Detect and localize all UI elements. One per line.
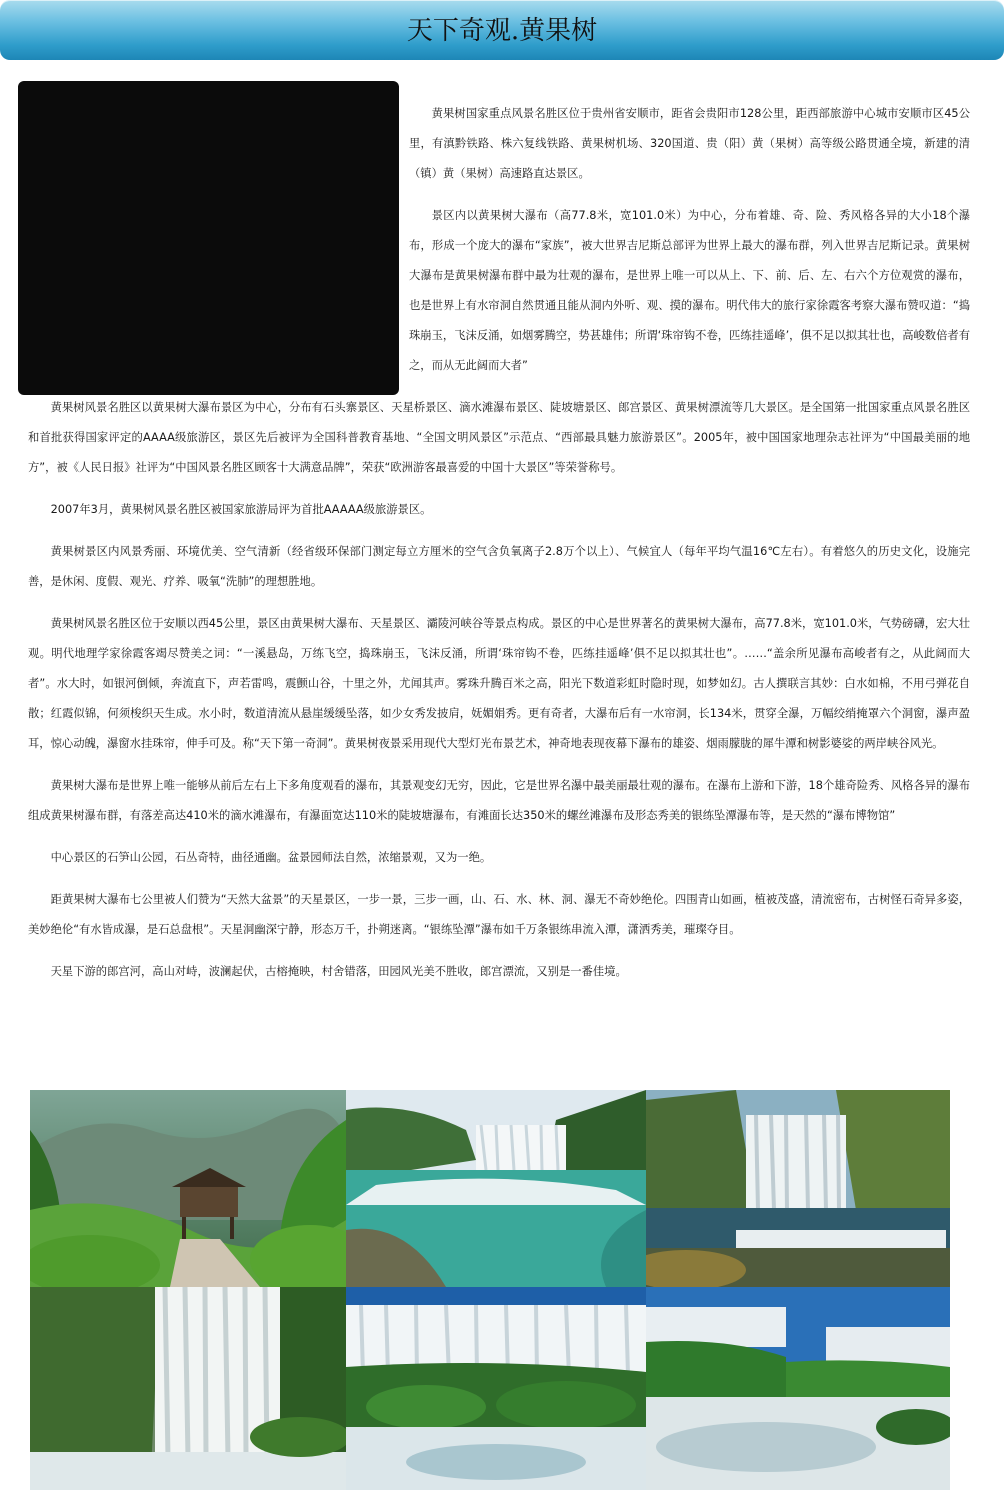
paragraph: 景区内以黄果树大瀑布（高77.8米，宽101.0米）为中心，分布着雄、奇、险、秀风格各异的大小18个瀑布，形成一个庞大的瀑布“家族”，被大世界吉尼斯总部评为世界上最大的瀑布群，列入世界吉尼斯记录。黄果树大瀑布是黄果树瀑布群中最为壮观的瀑布，是世界上唯一可以从上、下、前、后、左、右六个方位观赏的瀑布，也是世界上有水帘洞自然贯通且能从洞内外听、观、摸的瀑布。明代伟大的旅行家徐霞客考察大瀑布赞叹道：“捣珠崩玉，飞沫反涌，如烟雾腾空，势甚雄伟；所谓‘珠帘钩不卷，匹练挂遥峰’，俱不足以拟其壮也，高峻数倍者有之，而从无此阔而大者” xyxy=(409,209,970,372)
paragraph: 天星下游的郎宫河，高山对峙，波澜起伏，古榕掩映，村舍错落，田园风光美不胜收，郎宫漂流，又别是一番佳境。 xyxy=(50,965,627,978)
paragraph: 黄果树国家重点风景名胜区位于贵州省安顺市，距省会贵阳市128公里，距西部旅游中心城市安顺市区45公里，有滇黔铁路、株六复线铁路、黄果树机场、320国道、贵（阳）黄（果树）高等级公路贯通全境，新建的清（镇）黄（果树）高速路直达景区。 xyxy=(409,107,970,180)
media-spacer xyxy=(28,99,409,392)
photo-gallery xyxy=(30,1090,950,1490)
photo-stilt-house xyxy=(30,1090,346,1287)
photo-tall-falls xyxy=(30,1287,346,1490)
paragraph: 黄果树风景名胜区以黄果树大瀑布景区为中心，分布有石头寨景区、天星桥景区、滴水滩瀑布景区、陡坡塘景区、郎宫景区、黄果树漂流等几大景区。是全国第一批国家重点风景名胜区和首批获得国家评定的AAAA级旅游区，景区先后被评为全国科普教育基地、“全国文明风景区”示范点、“西部最具魅力旅游景区”。2005年，被中国国家地理杂志社评为“中国最美丽的地方”，被《人民日报》社评为“中国风景名胜区顾客十大满意品牌”，荣获“欧洲游客最喜爱的中国十大景区”等荣誉称号。 xyxy=(28,401,970,474)
paragraph: 黄果树景区内风景秀丽、环境优美、空气清新（经省级环保部门测定每立方厘米的空气含负氧离子2.8万个以上）、气候宜人（每年平均气温16℃左右）。有着悠久的历史文化，设施完善，是休闲、度假、观光、疗养、吸氧“洗肺”的理想胜地。 xyxy=(28,545,970,588)
paragraph: 2007年3月，黄果树风景名胜区被国家旅游局评为首批AAAAA级旅游景区。 xyxy=(50,503,432,516)
photo-wide-falls xyxy=(346,1287,646,1490)
article-body xyxy=(28,99,970,999)
photo-river-rapids xyxy=(646,1287,950,1490)
paragraph: 中心景区的石笋山公园，石丛奇特，曲径通幽。盆景园师法自然，浓缩景观，又为一绝。 xyxy=(50,851,492,864)
paragraph: 黄果树风景名胜区位于安顺以西45公里，景区由黄果树大瀑布、天星景区、灞陵河峡谷等景点构成。景区的中心是世界著名的黄果树大瀑布，高77.8米，宽101.0米，气势磅礴，宏大壮观。明代地理学家徐霞客竭尽赞美之词：“一溪悬岛，万练飞空，捣珠崩玉，飞沫反涌，所谓‘珠帘钩不卷，匹练挂遥峰’俱不足以拟其壮也”。……“盖余所见瀑布高峻者有之，从此阔而大者”。水大时，如银河倒倾，奔流直下，声若雷鸣，震颤山谷，十里之外，尤闻其声。雾珠升腾百米之高，阳光下数道彩虹时隐时现，如梦如幻。古人撰联言其妙：白水如棉，不用弓弹花自散；红霞似锦，何须梭织天生成。水小时，数道清流从悬崖缓缓坠落，如少女秀发披肩，妩媚娟秀。更有奇者，大瀑布后有一水帘洞，长134米，贯穿全瀑，万幅绞绡掩罩六个洞窗，瀑声盈耳，惊心动魄，瀑窗水挂珠帘，伸手可及。称“天下第一奇洞”。黄果树夜景采用现代大型灯光布景艺术，神奇地表现夜幕下瀑布的雄姿、烟雨朦胧的犀牛潭和树影婆娑的两岸峡谷风光。 xyxy=(28,617,970,750)
photo-cascade-pool xyxy=(346,1090,646,1287)
paragraph: 黄果树大瀑布是世界上唯一能够从前后左右上下多角度观看的瀑布，其景观变幻无穷，因此，它是世界名瀑中最美丽最壮观的瀑布。在瀑布上游和下游，18个雄奇险秀、风格各异的瀑布组成黄果树瀑布群，有落差高达410米的滴水滩瀑布，有瀑面宽达110米的陡坡塘瀑布，有滩面长达350米的螺丝滩瀑布及形态秀美的银练坠潭瀑布等，是天然的“瀑布博物馆” xyxy=(28,779,970,822)
photo-cliff-falls xyxy=(646,1090,950,1287)
page-title: 天下奇观.黄果树 xyxy=(406,16,598,46)
paragraph: 距黄果树大瀑布七公里被人们赞为“天然大盆景”的天星景区，一步一景，三步一画，山、石、水、林、洞、瀑无不奇妙绝伦。四围青山如画，植被茂盛，清流密布，古树怪石奇异多姿，美妙绝伦“有水皆成瀑，是石总盘根”。天星洞幽深宁静，形态万千，扑朔迷离。“银练坠潭”瀑布如千万条银练串流入潭，潇洒秀美，璀璨夺目。 xyxy=(28,893,970,936)
page-header xyxy=(0,0,1004,60)
